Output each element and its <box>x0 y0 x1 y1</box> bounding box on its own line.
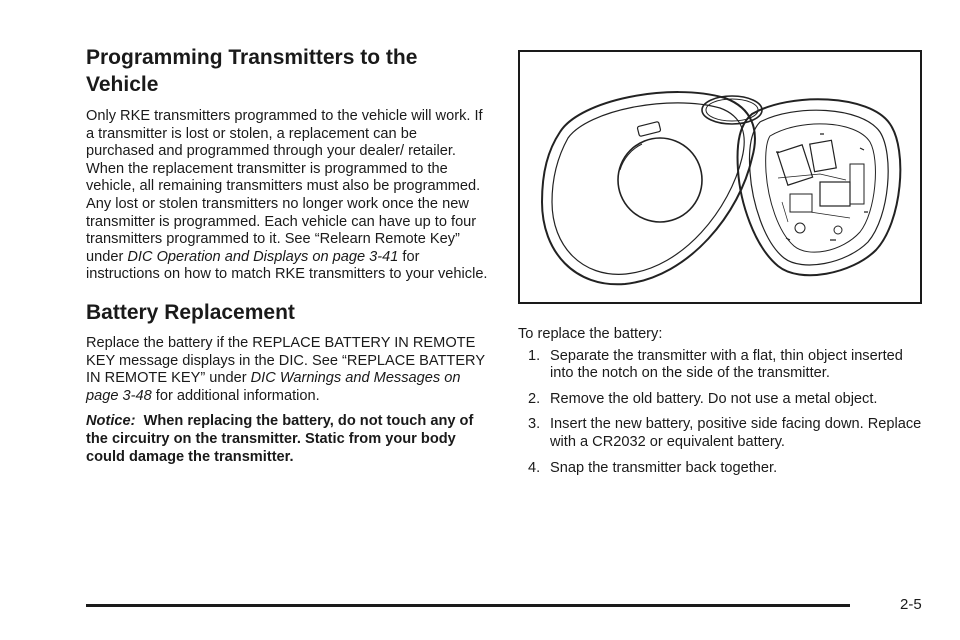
list-item <box>518 416 928 451</box>
dic-operation-link[interactable]: DIC Operation and Displays on page 3-41 <box>127 248 399 265</box>
step-number: 3. <box>528 416 541 433</box>
battery-heading: Battery Replacement <box>86 300 295 324</box>
step-text: Separate the transmitter with a flat, thin object inserted into the notch on the side of the transmitter. <box>550 347 903 382</box>
page-number: 2-5 <box>900 596 922 613</box>
programming-text-2: for instructions on how to match RKE transmitters to your vehicle. <box>86 248 488 283</box>
left-column <box>86 44 488 474</box>
step-number: 4. <box>528 459 541 476</box>
programming-text-1: Only RKE transmitters programmed to the vehicle will work. If a transmitter is lost or stolen, a replacement can be purchased and programmed through your dealer/ retailer. When the replacement transmitter is programmed to the vehicle, all remaining transmitters must also be programmed. Any lost or stolen transmitters no longer work once the new transmitter is programmed. Each vehicle can have up to four transmitters programmed to it. See “Relearn Remote Key” under <box>86 108 483 265</box>
step-text: Insert the new battery, positive side facing down. Replace with a CR2032 or equivalent battery. <box>550 416 922 450</box>
step-text: Snap the transmitter back together. <box>550 459 778 476</box>
list-item <box>518 348 928 383</box>
steps-intro: To replace the battery: <box>518 326 663 342</box>
programming-heading-line2: Vehicle <box>86 73 159 96</box>
footer-rule <box>86 604 850 607</box>
steps-list <box>518 348 928 478</box>
programming-heading-line1: Programming Transmitters to the <box>86 46 418 69</box>
step-text: Remove the old battery. Do not use a metal object. <box>550 390 878 407</box>
notice-paragraph <box>86 413 488 466</box>
step-number: 2. <box>528 390 541 407</box>
battery-text-2: for additional information. <box>151 387 320 404</box>
transmitter-drawing-icon <box>520 52 920 302</box>
notice-text: When replacing the battery, do not touch any of the circuitry on the transmitter. Static from your body could damage the transmitter. <box>86 413 474 465</box>
battery-text-1: Replace the battery if the REPLACE BATTERY IN REMOTE KEY message displays in the DIC. See “REPLACE BATTERY IN REMOTE KEY” under <box>86 334 485 387</box>
programming-heading <box>86 44 488 98</box>
transmitter-illustration <box>518 50 922 304</box>
right-column <box>518 50 928 485</box>
list-item <box>518 460 928 478</box>
notice-label: Notice: <box>86 413 136 430</box>
list-item <box>518 391 928 409</box>
dic-warnings-link[interactable]: DIC Warnings and Messages on page 3-48 <box>86 370 461 404</box>
programming-paragraph <box>86 108 488 284</box>
battery-paragraph <box>86 335 488 405</box>
step-number: 1. <box>528 347 541 364</box>
